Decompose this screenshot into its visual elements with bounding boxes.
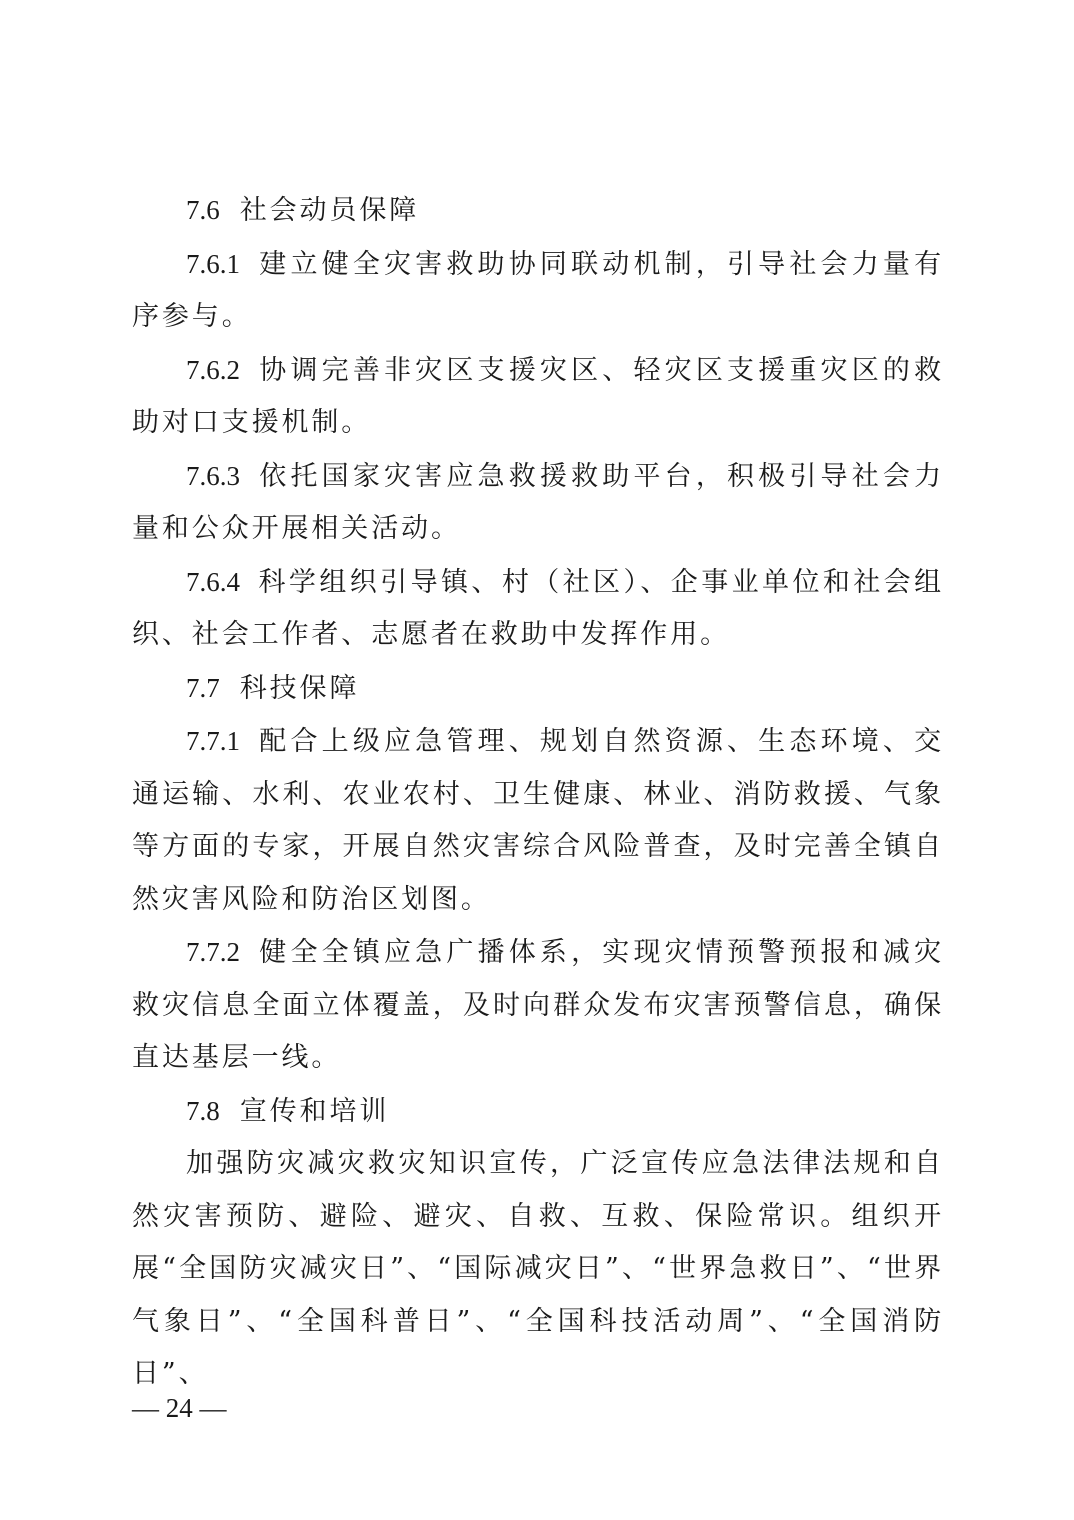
paragraph-7-8-body	[132, 1138, 944, 1401]
section-number: 7.6	[186, 195, 220, 225]
clause-text: 配合上级应急管理、规划自然资源、生态环境、交通运输、水利、农业农村、卫生健康、林业、消防救援、气象等方面的专家，开展自然灾害综合风险普查，及时完善全镇自然灾害风险和防治区划图。	[132, 726, 944, 915]
section-title: 宣传和培训	[239, 1095, 390, 1127]
paragraph-7-7-2	[132, 926, 944, 1085]
section-title: 科技保障	[239, 672, 360, 704]
paragraph-7-6-1	[132, 238, 944, 344]
section-number: 7.8	[186, 1095, 220, 1126]
clause-text: 科学组织引导镇、村（社区）、企事业单位和社会组织、社会工作者、志愿者在救助中发挥作用。	[132, 566, 944, 650]
clause-number: 7.6.2	[186, 354, 240, 385]
clause-text: 建立健全灾害救助协同联动机制，引导社会力量有序参与。	[132, 248, 944, 332]
section-heading-7-8	[132, 1085, 944, 1139]
paragraph-text: 加强防灾减灾救灾知识宣传，广泛宣传应急法律法规和自然灾害预防、避险、避灾、自救、互救、保险常识。组织开展“全国防灾减灾日”、“国际减灾日”、“世界急救日”、“世界气象日”、“全国科普日”、“全国科技活动周”、“全国消防日”、	[132, 1148, 944, 1389]
section-title: 社会动员保障	[239, 195, 420, 226]
paragraph-7-6-3	[132, 450, 944, 556]
clause-number: 7.7.2	[186, 937, 240, 967]
clause-text: 依托国家灾害应急救援救助平台，积极引导社会力量和公众开展相关活动。	[132, 460, 944, 544]
paragraph-7-7-1	[132, 715, 944, 926]
section-heading-7-6	[132, 184, 944, 238]
clause-text: 健全全镇应急广播体系，实现灾情预警预报和减灾救灾信息全面立体覆盖，及时向群众发布灾害预警信息，确保直达基层一线。	[132, 937, 944, 1073]
paragraph-7-6-2	[132, 344, 944, 450]
clause-number: 7.6.4	[186, 566, 240, 597]
clause-number: 7.7.1	[186, 726, 240, 756]
paragraph-7-6-4	[132, 556, 944, 662]
section-number: 7.7	[186, 672, 220, 703]
clause-text: 协调完善非灾区支援灾区、轻灾区支援重灾区的救助对口支援机制。	[132, 354, 944, 438]
section-heading-7-7	[132, 662, 944, 716]
page-number: — 24 —	[132, 1393, 227, 1423]
clause-number: 7.6.1	[186, 248, 240, 279]
clause-number: 7.6.3	[186, 460, 240, 491]
document-body	[132, 184, 944, 1401]
